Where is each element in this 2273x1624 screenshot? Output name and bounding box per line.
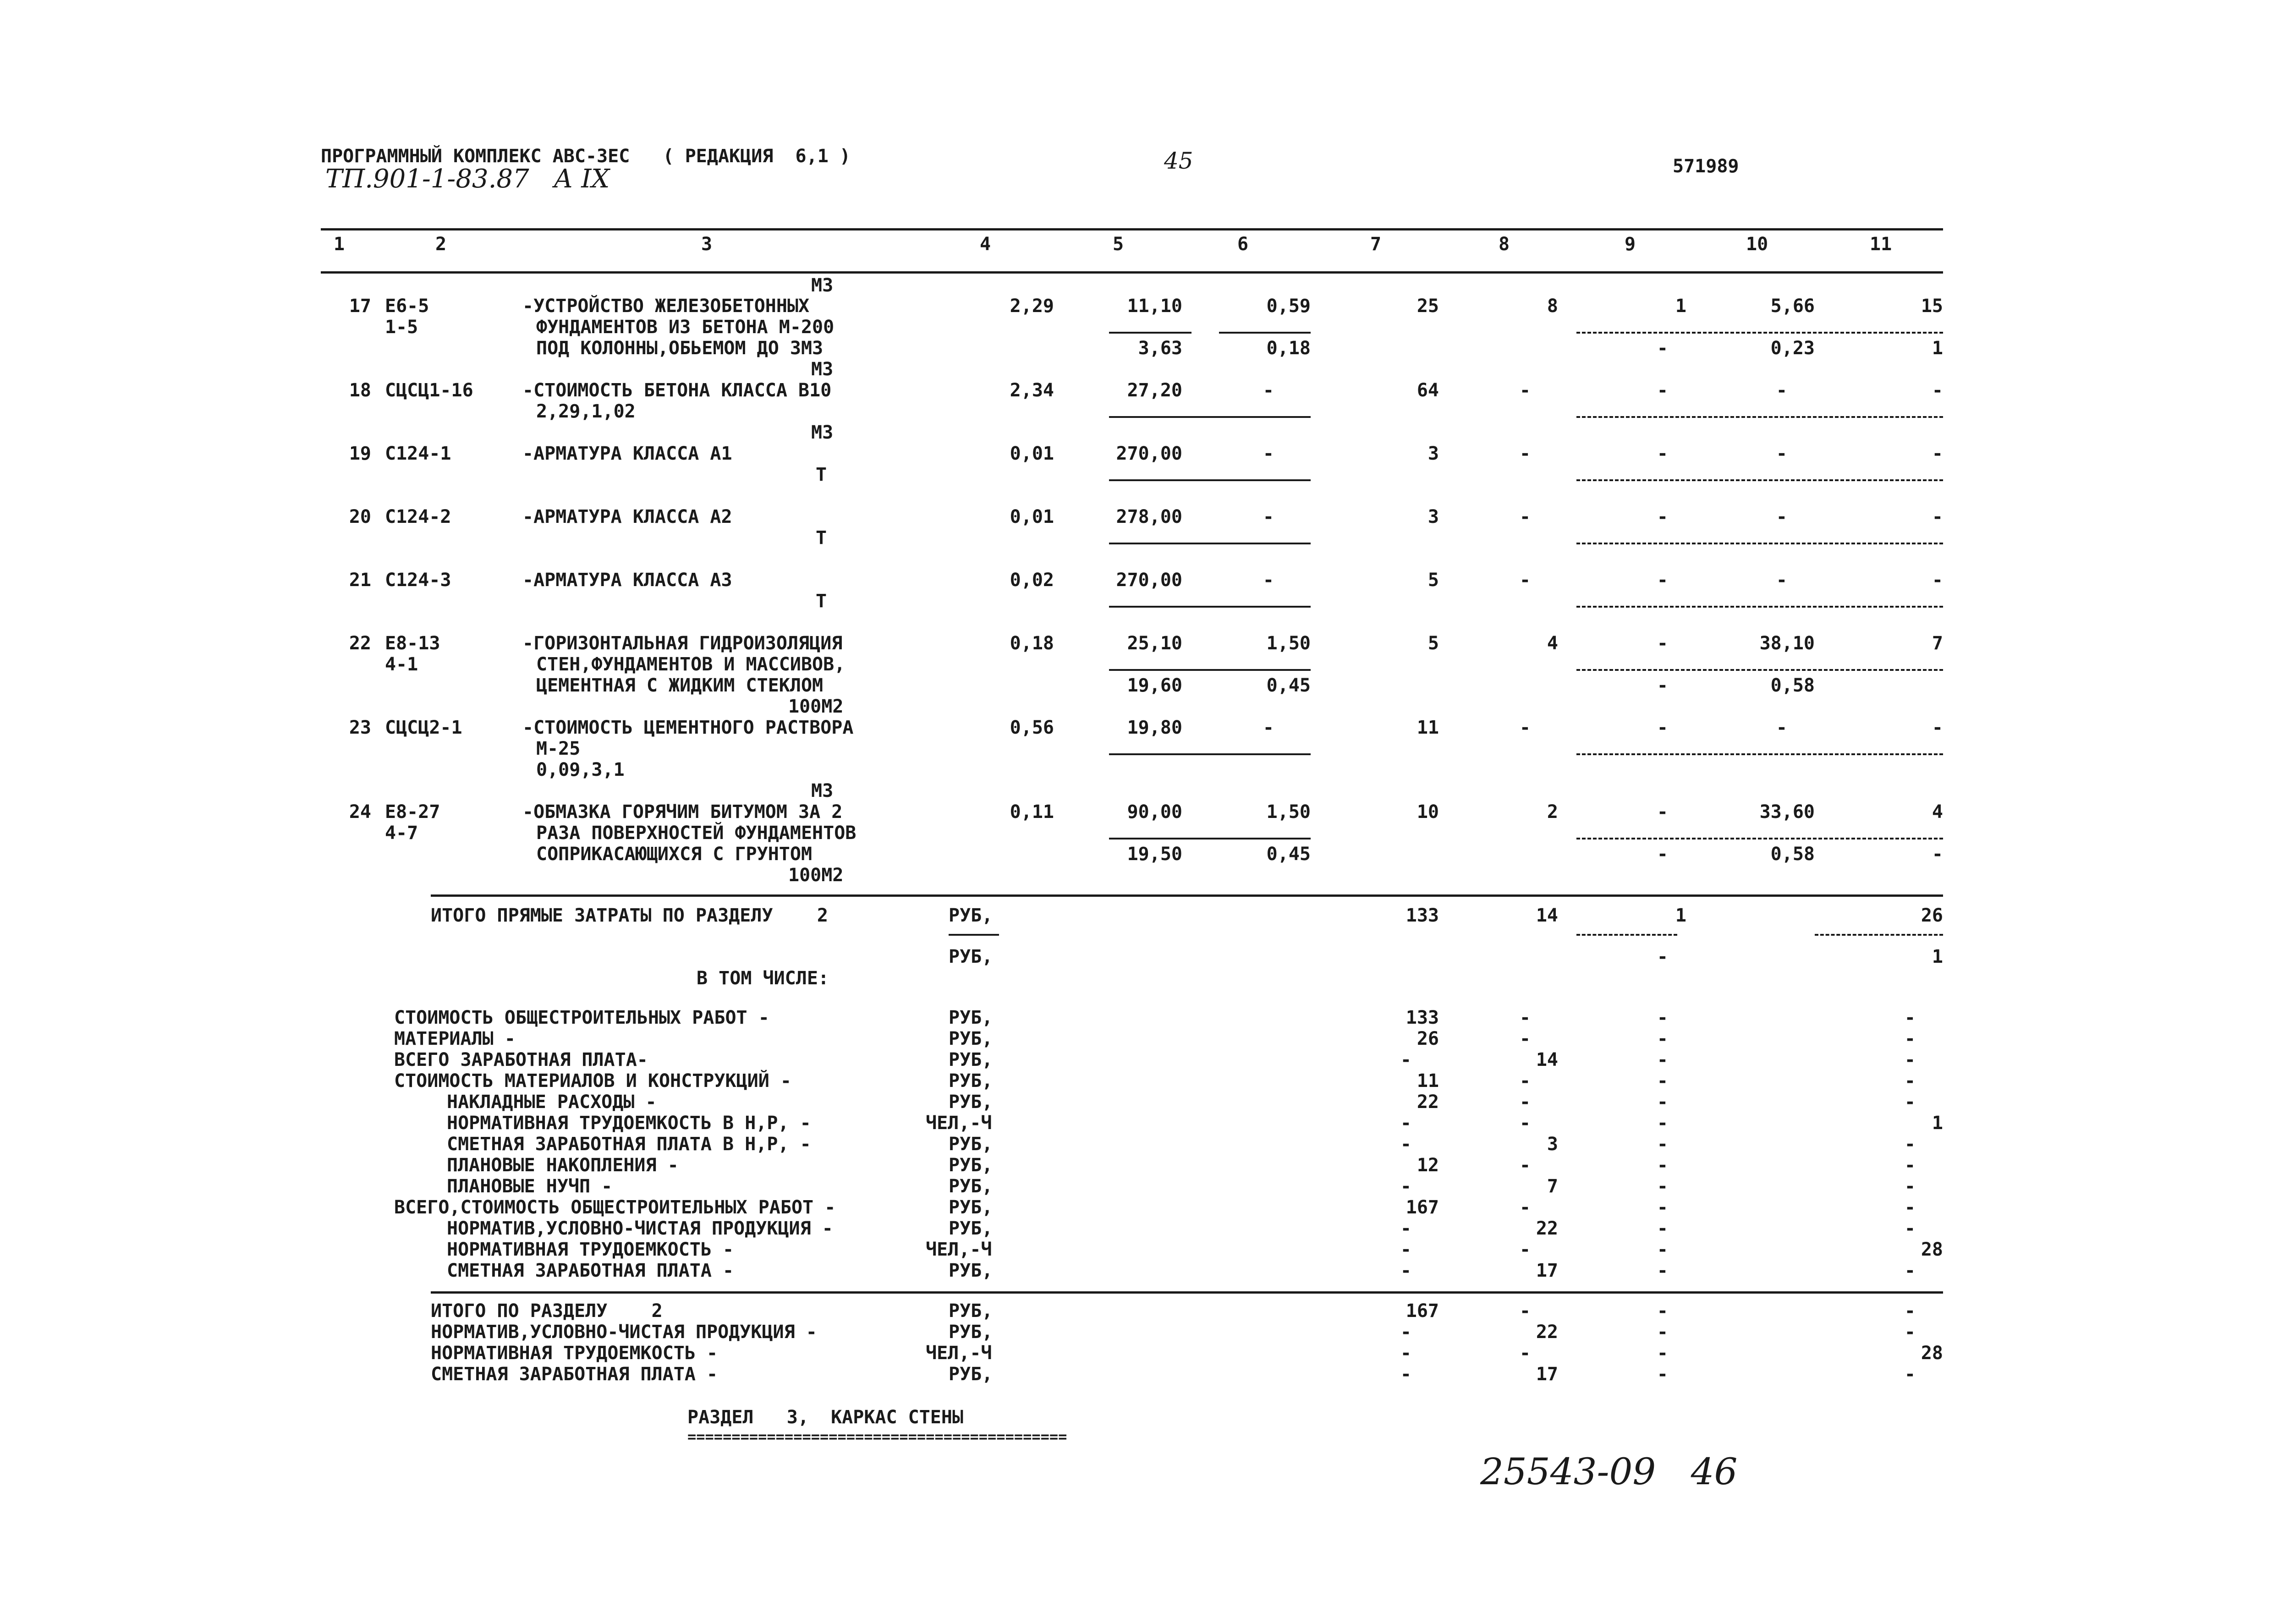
row-description: -ОБМАЗКА ГОРЯЧИМ БИТУМОМ ЗА 2 (522, 801, 843, 823)
row-description: ПОД КОЛОННЫ,ОБЬЕМОМ ДО 3М3 (536, 338, 824, 359)
section-total-c8: - (1519, 1300, 1531, 1322)
row-description: ФУНДАМЕНТОВ ИЗ БЕТОНА М-200 (536, 317, 835, 338)
row-c6: - (1263, 380, 1274, 401)
document-code: 571989 (1673, 156, 1739, 177)
col-9: 9 (1625, 234, 1636, 255)
breakdown-label: НАКЛАДНЫЕ РАСХОДЫ - (447, 1092, 657, 1113)
row-description: 0,09,3,1 (536, 759, 625, 780)
breakdown-c11: - (1904, 1028, 1916, 1049)
breakdown-c9: - (1657, 1049, 1668, 1070)
row-c6: - (1263, 506, 1274, 527)
direct-costs-unit: РУБ, (949, 905, 993, 926)
col-7: 7 (1370, 234, 1382, 255)
row-quantity: 0,56 (1010, 717, 1054, 738)
row-code: С124-1 (385, 443, 451, 464)
row-number: 20 (349, 506, 371, 527)
breakdown-c11: 1 (1932, 1113, 1943, 1134)
row-c9: - (1657, 717, 1668, 738)
row-c8: - (1519, 506, 1531, 527)
row-description: М-25 (536, 738, 581, 759)
direct-costs-c11: 26 (1921, 905, 1943, 926)
breakdown-c11: - (1904, 1070, 1916, 1092)
row-description: СТЕН,ФУНДАМЕНТОВ И МАССИВОВ, (536, 654, 846, 675)
row-c7: 10 (1417, 801, 1439, 823)
row-c10-sub: 0,23 (1770, 338, 1815, 359)
row-quantity: 2,29 (1010, 296, 1054, 317)
breakdown-c9: - (1657, 1239, 1668, 1260)
row-c9: - (1657, 801, 1668, 823)
row-c10: 38,10 (1759, 633, 1815, 654)
breakdown-unit: РУБ, (949, 1155, 993, 1176)
cell-divider (1576, 669, 1943, 671)
row-code: Е8-13 (385, 633, 440, 654)
section-total-c7: - (1400, 1343, 1411, 1364)
cell-divider (1576, 479, 1943, 481)
breakdown-label: НОРМАТИВ,УСЛОВНО-ЧИСТАЯ ПРОДУКЦИЯ - (447, 1218, 833, 1239)
cell-divider (1109, 543, 1311, 544)
row-c8: 8 (1547, 296, 1558, 317)
section-total-c7: - (1400, 1322, 1411, 1343)
section-total-c11: - (1904, 1300, 1916, 1322)
direct-costs-c9: 1 (1675, 905, 1686, 926)
cell-divider (1576, 416, 1943, 418)
breakdown-c11: - (1904, 1134, 1916, 1155)
row-c10: - (1776, 570, 1787, 591)
row-c9: - (1657, 380, 1668, 401)
section-total-unit: РУБ, (949, 1300, 993, 1322)
row-number: 24 (349, 801, 371, 823)
row-c5-sub: 19,50 (1127, 844, 1182, 865)
row-quantity: 2,34 (1010, 380, 1054, 401)
breakdown-c7: - (1400, 1218, 1411, 1239)
row-c7: 64 (1417, 380, 1439, 401)
row-c10: - (1776, 443, 1787, 464)
row-c5: 278,00 (1116, 506, 1182, 527)
unit-label: 100М2 (788, 696, 844, 717)
section-total-unit: РУБ, (949, 1364, 993, 1385)
col-2: 2 (435, 234, 447, 255)
col-8: 8 (1499, 234, 1510, 255)
breakdown-label: СТОИМОСТЬ МАТЕРИАЛОВ И КОНСТРУКЦИЙ - (394, 1070, 791, 1092)
row-c10: - (1776, 717, 1787, 738)
breakdown-c9: - (1657, 1176, 1668, 1197)
row-number: 17 (349, 296, 371, 317)
breakdown-c9: - (1657, 1197, 1668, 1218)
unit-label: М3 (811, 359, 834, 380)
totals-rule (431, 894, 1943, 897)
breakdown-c7: 26 (1417, 1028, 1439, 1049)
row-description: -АРМАТУРА КЛАССА А3 (522, 570, 732, 591)
breakdown-c9: - (1657, 1092, 1668, 1113)
breakdown-c11: - (1904, 1092, 1916, 1113)
cell-divider (1109, 669, 1311, 671)
row-c9-sub: - (1657, 844, 1668, 865)
header-bottom-rule (321, 271, 1943, 274)
row-c7: 3 (1427, 443, 1439, 464)
breakdown-unit: РУБ, (949, 1007, 993, 1028)
cell-divider (1109, 416, 1311, 418)
breakdown-c11: - (1904, 1049, 1916, 1070)
breakdown-label: НОРМАТИВНАЯ ТРУДОЕМКОСТЬ В Н,Р, - (447, 1113, 811, 1134)
row-c10-sub: 0,58 (1770, 844, 1815, 865)
row-c5-sub: 3,63 (1138, 338, 1182, 359)
row-description: ЦЕМЕНТНАЯ С ЖИДКИМ СТЕКЛОМ (536, 675, 824, 696)
row-c5-sub: 19,60 (1127, 675, 1182, 696)
breakdown-c7: 11 (1417, 1070, 1439, 1092)
cell-divider (1576, 606, 1943, 608)
section-total-label: НОРМАТИВ,УСЛОВНО-ЧИСТАЯ ПРОДУКЦИЯ - (431, 1322, 817, 1343)
breakdown-c8: - (1519, 1092, 1531, 1113)
breakdown-unit: ЧЕЛ,-Ч (926, 1239, 992, 1260)
row-c5: 270,00 (1116, 443, 1182, 464)
row-c11: 4 (1932, 801, 1943, 823)
breakdown-c7: - (1400, 1049, 1411, 1070)
section-total-unit: ЧЕЛ,-Ч (926, 1343, 992, 1364)
col-1: 1 (334, 234, 345, 255)
breakdown-label: ПЛАНОВЫЕ НУЧП - (447, 1176, 613, 1197)
row-number: 18 (349, 380, 371, 401)
row-c8: - (1519, 570, 1531, 591)
cell-divider (1109, 479, 1311, 481)
unit-label: М3 (811, 780, 834, 801)
section-total-label: ИТОГО ПО РАЗДЕЛУ 2 (431, 1300, 663, 1322)
row-c5: 270,00 (1116, 570, 1182, 591)
section-total-label: СМЕТНАЯ ЗАРАБОТНАЯ ПЛАТА - (431, 1364, 718, 1385)
row-c10-sub: 0,58 (1770, 675, 1815, 696)
breakdown-c7: 133 (1406, 1007, 1439, 1028)
row-code: СЦСЦ1-16 (385, 380, 473, 401)
breakdown-c9: - (1657, 1260, 1668, 1281)
cell-divider (1576, 332, 1943, 334)
next-section-underline: =========================================== (687, 1428, 1067, 1445)
cell-divider (1576, 934, 1677, 936)
row-description: -СТОИМОСТЬ БЕТОНА КЛАССА В10 (522, 380, 832, 401)
unit-label: М3 (811, 275, 834, 296)
breakdown-unit: РУБ, (949, 1134, 993, 1155)
row-code: СЦСЦ2-1 (385, 717, 462, 738)
cell-divider (1815, 934, 1943, 936)
row-c6: - (1263, 717, 1274, 738)
section-total-c8: 17 (1536, 1364, 1558, 1385)
breakdown-c8: - (1519, 1155, 1531, 1176)
including-heading: В ТОМ ЧИСЛЕ: (697, 968, 829, 989)
direct-costs-unit-2: РУБ, (949, 946, 993, 967)
row-quantity: 0,01 (1010, 506, 1054, 527)
row-number: 19 (349, 443, 371, 464)
row-code-sub: 4-1 (385, 654, 418, 675)
row-c8: - (1519, 443, 1531, 464)
section-total-c7: 167 (1406, 1300, 1439, 1322)
row-c8: - (1519, 717, 1531, 738)
row-c11-sub: 1 (1932, 338, 1943, 359)
col-6: 6 (1237, 234, 1249, 255)
cell-divider (1109, 332, 1191, 334)
breakdown-unit: РУБ, (949, 1028, 993, 1049)
breakdown-unit: РУБ, (949, 1049, 993, 1070)
breakdown-c8: - (1519, 1113, 1531, 1134)
row-quantity: 0,01 (1010, 443, 1054, 464)
cell-divider (1576, 753, 1943, 755)
row-code: Е8-27 (385, 801, 440, 823)
row-description: -АРМАТУРА КЛАССА А2 (522, 506, 732, 527)
breakdown-c11: - (1904, 1260, 1916, 1281)
row-c5: 19,80 (1127, 717, 1182, 738)
row-c7: 25 (1417, 296, 1439, 317)
row-description: СОПРИКАСАЮЩИХСЯ С ГРУНТОМ (536, 844, 813, 865)
direct-costs-c7: 133 (1406, 905, 1439, 926)
row-number: 22 (349, 633, 371, 654)
section-total-unit: РУБ, (949, 1322, 993, 1343)
row-description: -ГОРИЗОНТАЛЬНАЯ ГИДРОИЗОЛЯЦИЯ (522, 633, 843, 654)
row-c7: 5 (1427, 633, 1439, 654)
row-c7: 3 (1427, 506, 1439, 527)
breakdown-unit: РУБ, (949, 1218, 993, 1239)
breakdown-c8: 22 (1536, 1218, 1558, 1239)
row-c11: - (1932, 506, 1943, 527)
breakdown-c8: 14 (1536, 1049, 1558, 1070)
row-code: Е6-5 (385, 296, 429, 317)
row-c7: 5 (1427, 570, 1439, 591)
breakdown-label: ВСЕГО,СТОИМОСТЬ ОБЩЕСТРОИТЕЛЬНЫХ РАБОТ - (394, 1197, 836, 1218)
breakdown-c11: - (1904, 1218, 1916, 1239)
breakdown-c8: - (1519, 1197, 1531, 1218)
unit-label: Т (816, 464, 827, 485)
row-c5: 90,00 (1127, 801, 1182, 823)
cell-divider (1576, 838, 1943, 839)
section-total-c11: - (1904, 1322, 1916, 1343)
next-section-title: РАЗДЕЛ 3, КАРКАС СТЕНЫ (687, 1407, 964, 1428)
section-total-c8: 22 (1536, 1322, 1558, 1343)
breakdown-c9: - (1657, 1134, 1668, 1155)
row-c6-sub: 0,45 (1266, 675, 1311, 696)
row-description: -СТОИМОСТЬ ЦЕМЕНТНОГО РАСТВОРА (522, 717, 854, 738)
breakdown-unit: РУБ, (949, 1176, 993, 1197)
direct-costs-c11-sub: 1 (1932, 946, 1943, 967)
row-c11: - (1932, 717, 1943, 738)
breakdown-c9: - (1657, 1155, 1668, 1176)
breakdown-c7: 167 (1406, 1197, 1439, 1218)
breakdown-c7: - (1400, 1260, 1411, 1281)
breakdown-label: СМЕТНАЯ ЗАРАБОТНАЯ ПЛАТА - (447, 1260, 734, 1281)
section-total-c9: - (1657, 1364, 1668, 1385)
header-top-rule (321, 228, 1943, 230)
breakdown-label: НОРМАТИВНАЯ ТРУДОЕМКОСТЬ - (447, 1239, 734, 1260)
row-quantity: 0,11 (1010, 801, 1054, 823)
cell-divider (1109, 753, 1311, 755)
breakdown-c8: 3 (1547, 1134, 1558, 1155)
breakdown-c9: - (1657, 1028, 1668, 1049)
row-c10: 33,60 (1759, 801, 1815, 823)
breakdown-label: ПЛАНОВЫЕ НАКОПЛЕНИЯ - (447, 1155, 679, 1176)
breakdown-c8: - (1519, 1028, 1531, 1049)
row-c9: - (1657, 570, 1668, 591)
unit-label: Т (816, 527, 827, 549)
col-4: 4 (980, 234, 991, 255)
breakdown-c8: - (1519, 1007, 1531, 1028)
row-c11: - (1932, 380, 1943, 401)
row-c10: - (1776, 506, 1787, 527)
col-5: 5 (1113, 234, 1124, 255)
breakdown-unit: РУБ, (949, 1260, 993, 1281)
row-code: С124-3 (385, 570, 451, 591)
row-quantity: 0,18 (1010, 633, 1054, 654)
breakdown-c7: - (1400, 1134, 1411, 1155)
row-c6: 1,50 (1266, 633, 1311, 654)
row-description: -АРМАТУРА КЛАССА А1 (522, 443, 732, 464)
row-c7: 11 (1417, 717, 1439, 738)
section-total-c7: - (1400, 1364, 1411, 1385)
row-c9: 1 (1675, 296, 1686, 317)
cell-divider (1219, 332, 1311, 334)
row-description: 2,29,1,02 (536, 401, 636, 422)
row-c5: 11,10 (1127, 296, 1182, 317)
direct-costs-c9-sub: - (1657, 946, 1668, 967)
row-c8: 4 (1547, 633, 1558, 654)
unit-label: Т (816, 591, 827, 612)
section-total-c11: - (1904, 1364, 1916, 1385)
col-3: 3 (701, 234, 713, 255)
section-total-c9: - (1657, 1322, 1668, 1343)
breakdown-unit: РУБ, (949, 1092, 993, 1113)
row-c6-sub: 0,45 (1266, 844, 1311, 865)
row-number: 23 (349, 717, 371, 738)
cell-divider (1109, 606, 1311, 608)
program-title: ПРОГРАММНЫЙ КОМПЛЕКС АВС-ЗЕС ( РЕДАКЦИЯ 6,1 ) (321, 146, 851, 167)
row-code-sub: 4-7 (385, 823, 418, 844)
breakdown-c9: - (1657, 1113, 1668, 1134)
section-total-c9: - (1657, 1300, 1668, 1322)
breakdown-c9: - (1657, 1218, 1668, 1239)
section-total-c11: 28 (1921, 1343, 1943, 1364)
breakdown-c11: - (1904, 1176, 1916, 1197)
cell-divider (1576, 543, 1943, 544)
section-total-rule (431, 1291, 1943, 1294)
row-c11: - (1932, 570, 1943, 591)
section-total-c9: - (1657, 1343, 1668, 1364)
breakdown-c7: 22 (1417, 1092, 1439, 1113)
breakdown-c8: - (1519, 1239, 1531, 1260)
cell-divider (1109, 838, 1311, 839)
breakdown-label: СМЕТНАЯ ЗАРАБОТНАЯ ПЛАТА В Н,Р, - (447, 1134, 811, 1155)
breakdown-label: СТОИМОСТЬ ОБЩЕСТРОИТЕЛЬНЫХ РАБОТ - (394, 1007, 769, 1028)
breakdown-unit: РУБ, (949, 1070, 993, 1092)
cell-divider (949, 934, 999, 936)
row-c6: 1,50 (1266, 801, 1311, 823)
row-c5: 27,20 (1127, 380, 1182, 401)
row-c11: 7 (1932, 633, 1943, 654)
row-c6: - (1263, 443, 1274, 464)
row-c9: - (1657, 633, 1668, 654)
row-c9-sub: - (1657, 338, 1668, 359)
breakdown-label: ВСЕГО ЗАРАБОТНАЯ ПЛАТА- (394, 1049, 648, 1070)
breakdown-c9: - (1657, 1007, 1668, 1028)
row-c9-sub: - (1657, 675, 1668, 696)
breakdown-c11: - (1904, 1155, 1916, 1176)
breakdown-unit: ЧЕЛ,-Ч (926, 1113, 992, 1134)
breakdown-c11: 28 (1921, 1239, 1943, 1260)
row-c8: - (1519, 380, 1531, 401)
row-c5: 25,10 (1127, 633, 1182, 654)
handwritten-archive-number: 25543-09 46 (1480, 1450, 1738, 1493)
col-10: 10 (1746, 234, 1768, 255)
row-number: 21 (349, 570, 371, 591)
breakdown-c11: - (1904, 1197, 1916, 1218)
col-11: 11 (1870, 234, 1892, 255)
doc-reference: ТП.901-1-83.87 А IX (325, 164, 610, 194)
row-c9: - (1657, 506, 1668, 527)
breakdown-c8: 17 (1536, 1260, 1558, 1281)
row-code: С124-2 (385, 506, 451, 527)
row-c10: 5,66 (1770, 296, 1815, 317)
breakdown-c7: - (1400, 1113, 1411, 1134)
row-c6: - (1263, 570, 1274, 591)
breakdown-c11: - (1904, 1007, 1916, 1028)
page-number: 45 (1164, 148, 1193, 174)
row-c10: - (1776, 380, 1787, 401)
breakdown-c8: - (1519, 1070, 1531, 1092)
direct-costs-label: ИТОГО ПРЯМЫЕ ЗАТРАТЫ ПО РАЗДЕЛУ 2 (431, 905, 828, 926)
row-c6: 0,59 (1266, 296, 1311, 317)
breakdown-c7: - (1400, 1176, 1411, 1197)
row-c11: - (1932, 443, 1943, 464)
row-c9: - (1657, 443, 1668, 464)
unit-label: 100М2 (788, 865, 844, 886)
row-c11-sub: - (1932, 844, 1943, 865)
unit-label: М3 (811, 422, 834, 443)
breakdown-label: МАТЕРИАЛЫ - (394, 1028, 516, 1049)
breakdown-c8: 7 (1547, 1176, 1558, 1197)
row-c8: 2 (1547, 801, 1558, 823)
row-c11: 15 (1921, 296, 1943, 317)
breakdown-c7: 12 (1417, 1155, 1439, 1176)
row-description: -УСТРОЙСТВО ЖЕЛЕЗОБЕТОННЫХ (522, 296, 810, 317)
section-total-c8: - (1519, 1343, 1531, 1364)
direct-costs-c8: 14 (1536, 905, 1558, 926)
breakdown-c7: - (1400, 1239, 1411, 1260)
section-total-label: НОРМАТИВНАЯ ТРУДОЕМКОСТЬ - (431, 1343, 718, 1364)
row-code-sub: 1-5 (385, 317, 418, 338)
row-c6-sub: 0,18 (1266, 338, 1311, 359)
row-quantity: 0,02 (1010, 570, 1054, 591)
breakdown-unit: РУБ, (949, 1197, 993, 1218)
row-description: РАЗА ПОВЕРХНОСТЕЙ ФУНДАМЕНТОВ (536, 823, 856, 844)
breakdown-c9: - (1657, 1070, 1668, 1092)
